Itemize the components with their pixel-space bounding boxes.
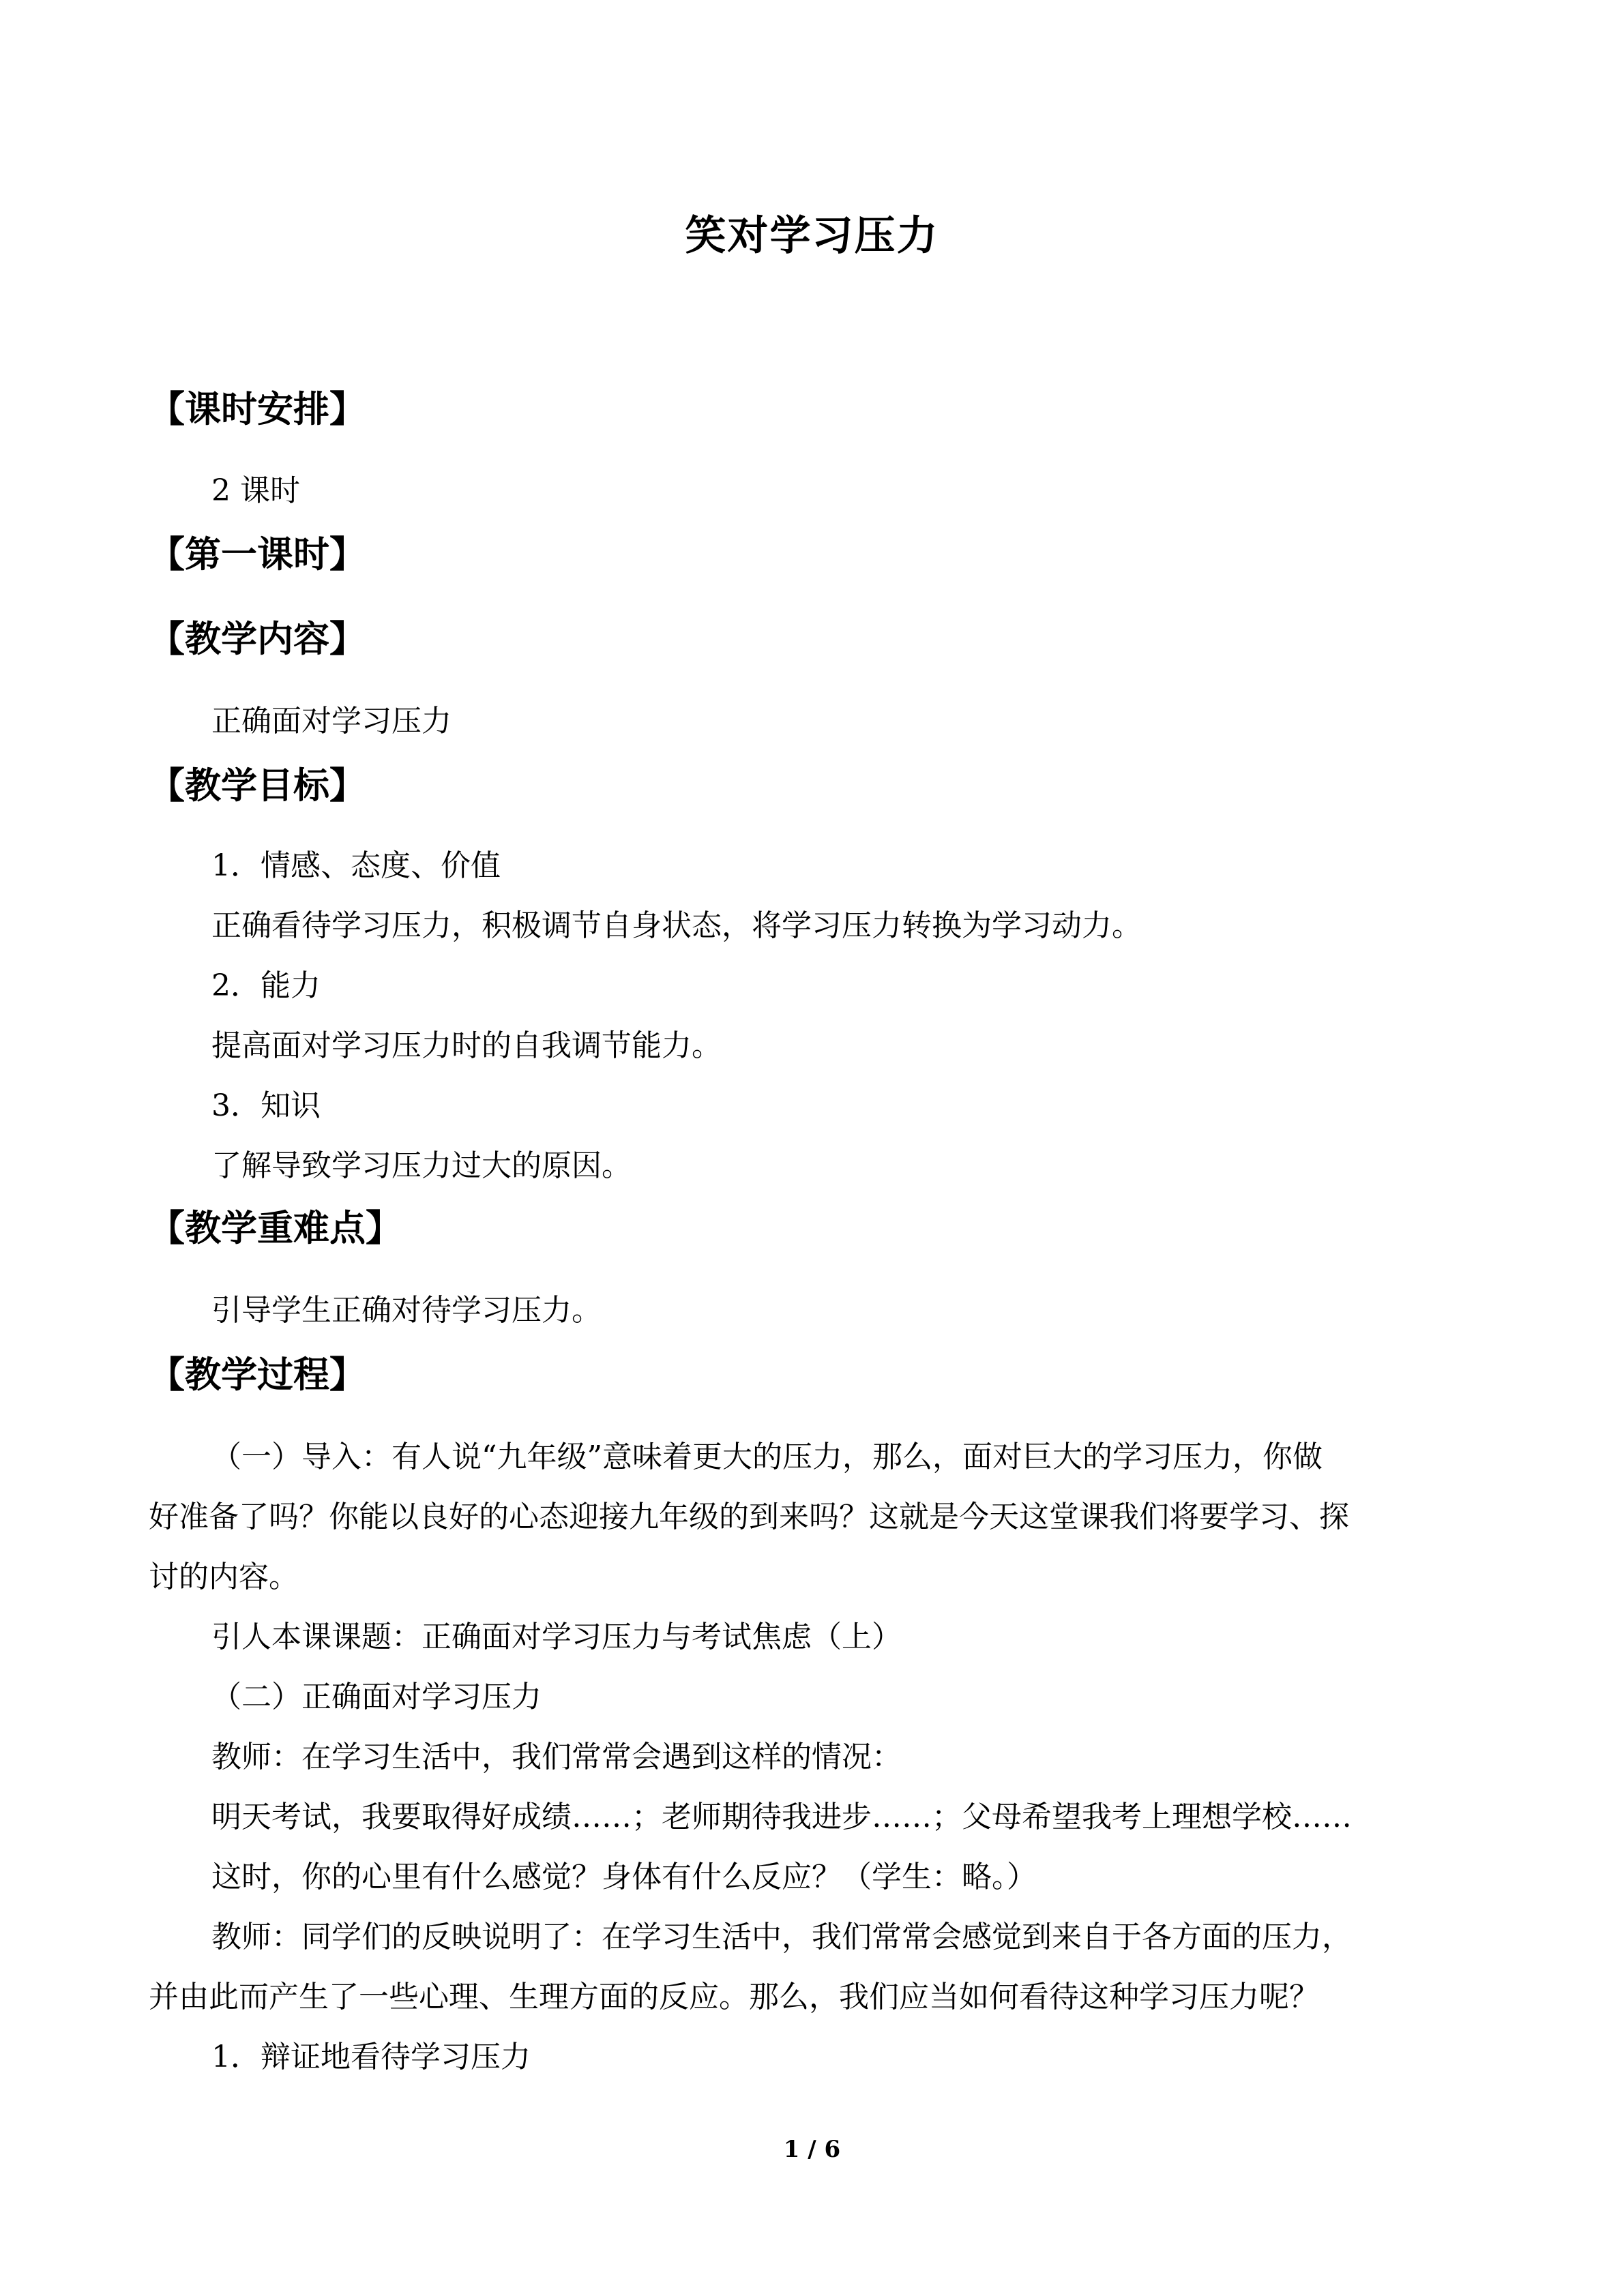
text-line: 3．知识	[211, 1088, 321, 1123]
text-line: 1．辩证地看待学习压力	[211, 2040, 531, 2074]
document-title: 笑对学习压力	[685, 212, 939, 260]
text-line: 这时，你的心里有什么感觉？身体有什么反应？（学生：略。）	[211, 1860, 1037, 1894]
text-line: 明天考试，我要取得好成绩……；老师期待我进步……；父母希望我考上理想学校……	[211, 1800, 1352, 1834]
text-line: 并由此而产生了一些心理、生理方面的反应。那么，我们应当如何看待这种学习压力呢？	[149, 1980, 1319, 2014]
heading-content: 【教学内容】	[149, 618, 366, 660]
text-line: （一）导入：有人说“九年级”意味着更大的压力，那么，面对巨大的学习压力，你做	[211, 1440, 1323, 1474]
text-line: 讨的内容。	[149, 1560, 299, 1594]
text-line: 了解导致学习压力过大的原因。	[211, 1148, 632, 1183]
heading-schedule: 【课时安排】	[149, 388, 366, 430]
text-line: 引人本课课题：正确面对学习压力与考试焦虑（上）	[211, 1620, 902, 1654]
page-number: 1 / 6	[783, 2136, 841, 2163]
text-line: 1．情感、态度、价值	[211, 848, 501, 883]
text-line: 教师：在学习生活中，我们常常会遇到这样的情况：	[211, 1740, 902, 1774]
text-line: （二）正确面对学习压力	[211, 1680, 542, 1714]
text-line: 2．能力	[211, 968, 321, 1003]
text-line: 正确面对学习压力	[211, 704, 452, 739]
heading-process: 【教学过程】	[149, 1354, 366, 1396]
text-line: 正确看待学习压力，积极调节自身状态，将学习压力转换为学习动力。	[211, 908, 1142, 943]
heading-objectives: 【教学目标】	[149, 764, 366, 807]
text-line: 2 课时	[211, 473, 300, 508]
text-line: 提高面对学习压力时的自我调节能力。	[211, 1028, 722, 1063]
heading-first-lesson: 【第一课时】	[149, 533, 366, 576]
text-line: 引导学生正确对待学习压力。	[211, 1293, 602, 1328]
text-line: 教师：同学们的反映说明了：在学习生活中，我们常常会感觉到来自于各方面的压力，	[211, 1920, 1352, 1954]
text-line: 好准备了吗？你能以良好的心态迎接九年级的到来吗？这就是今天这堂课我们将要学习、探	[149, 1500, 1349, 1534]
heading-key-points: 【教学重难点】	[149, 1207, 402, 1249]
